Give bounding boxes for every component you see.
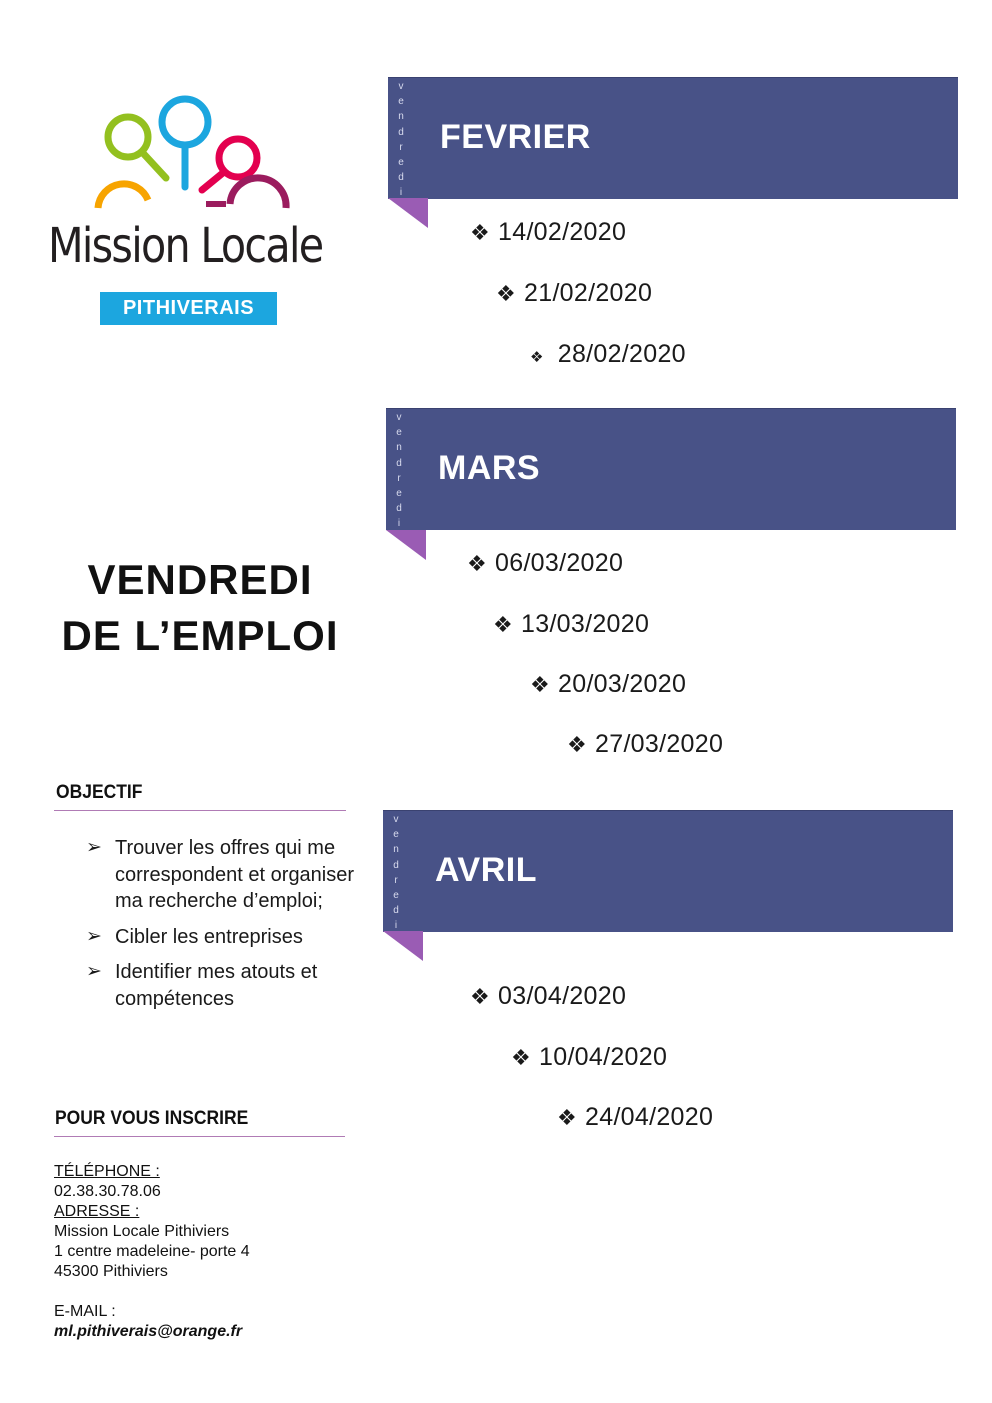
banner-fold — [386, 530, 426, 560]
diamond-cluster-icon: ❖ — [496, 281, 517, 306]
date-item: ❖ 24/04/2020 — [557, 1103, 714, 1131]
email-label: E-MAIL : — [54, 1303, 116, 1320]
address-line: 1 centre madeleine- porte 4 — [54, 1243, 250, 1260]
month-title: AVRIL — [435, 851, 537, 889]
diamond-cluster-icon: ❖ — [567, 732, 588, 757]
people-logo-icon — [90, 92, 290, 212]
diamond-cluster-icon: ❖ — [530, 349, 544, 366]
month-banner-fevrier — [388, 77, 958, 199]
date-item: ❖ 27/03/2020 — [567, 730, 724, 758]
inscription-rule — [54, 1136, 345, 1137]
list-item — [86, 835, 356, 915]
phone-label: TÉLÉPHONE : — [54, 1163, 160, 1180]
email-link[interactable]: ml.pithiverais@orange.fr — [54, 1323, 243, 1340]
objectif-text: Cibler les entreprises — [115, 925, 303, 948]
title-line-2: DE L’EMPLOI — [61, 612, 339, 659]
mission-locale-logo — [40, 92, 340, 332]
diamond-cluster-icon: ❖ — [470, 984, 491, 1009]
banner-side-label: v e n d r e d i — [398, 81, 404, 199]
address-line: 45300 Pithiviers — [54, 1263, 168, 1280]
diamond-cluster-icon: ❖ — [557, 1105, 578, 1130]
objectif-text: Trouver les offres qui me correspondent et organiser ma recherche d’emploi; — [115, 837, 355, 912]
objectif-rule — [54, 810, 346, 811]
objectif-text: Identifier mes atouts et compétences — [115, 961, 318, 1010]
inscription-heading: POUR VOUS INSCRIRE — [55, 1108, 249, 1129]
contact-block — [54, 1162, 250, 1342]
diamond-cluster-icon: ❖ — [493, 612, 514, 637]
list-item — [86, 959, 356, 1012]
month-title: FEVRIER — [440, 118, 591, 156]
list-item — [86, 924, 356, 951]
month-title: MARS — [438, 449, 541, 487]
arrow-right-icon: ➢ — [86, 925, 102, 947]
title-line-1: VENDREDI — [87, 556, 313, 603]
month-banner-avril — [383, 810, 953, 932]
banner-fold — [383, 931, 423, 961]
date-item: ❖ 03/04/2020 — [470, 982, 627, 1010]
date-item: ❖ 10/04/2020 — [511, 1043, 668, 1071]
date-item: ❖ 21/02/2020 — [496, 279, 653, 307]
date-item: ❖ 14/02/2020 — [470, 218, 627, 246]
address-label: ADRESSE : — [54, 1203, 140, 1220]
banner-side-label: v e n d r e d i — [393, 814, 399, 932]
address-line: Mission Locale Pithiviers — [54, 1223, 230, 1240]
logo-wordmark: Mission Locale — [48, 218, 323, 274]
objectif-list — [86, 835, 356, 1021]
date-item: ❖ 20/03/2020 — [530, 670, 687, 698]
objectif-heading: OBJECTIF — [56, 782, 143, 803]
diamond-cluster-icon: ❖ — [470, 220, 491, 245]
arrow-right-icon: ➢ — [86, 961, 102, 982]
banner-side-label: v e n d r e d i — [396, 412, 402, 530]
date-item: ❖ 28/02/2020 — [530, 340, 686, 368]
phone-number[interactable]: 02.38.30.78.06 — [54, 1183, 161, 1200]
date-item: ❖ 06/03/2020 — [467, 549, 624, 577]
arrow-right-icon: ➢ — [86, 837, 102, 858]
page-title — [40, 552, 360, 664]
logo-badge: PITHIVERAIS — [100, 292, 277, 325]
diamond-cluster-icon: ❖ — [511, 1045, 532, 1070]
diamond-cluster-icon: ❖ — [530, 672, 551, 697]
date-item: ❖ 13/03/2020 — [493, 610, 650, 638]
banner-fold — [388, 198, 428, 228]
diamond-cluster-icon: ❖ — [467, 551, 488, 576]
month-banner-mars — [386, 408, 956, 530]
